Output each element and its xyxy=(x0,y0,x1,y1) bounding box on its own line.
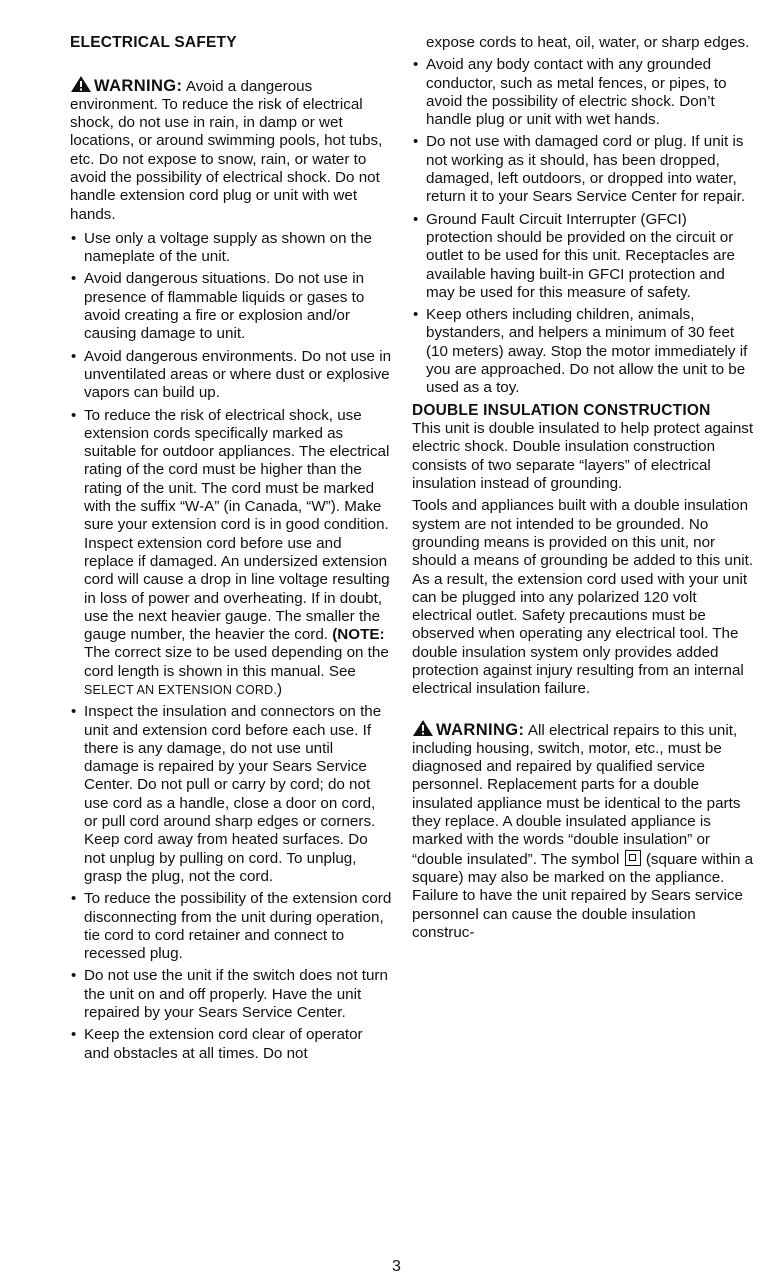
list-item: • Do not use with damaged cord or plug. If unit is not working as it should, has been dropped, damaged, left outdoors, or dropped into water, return it to your Sears Service Center for repair. xyxy=(412,133,754,206)
list-item: • Avoid any body contact with any grounded conductor, such as metal fences, or pipes, to avoid the possibility of electric shock. Don’t handle plug or unit with wet hands. xyxy=(412,56,754,129)
paragraph: Tools and appliances built with a double insulation system are not intended to be grounded. No grounding means is provided on this unit, nor should a means of grounding be added to this unit. As a result, the extension cord used with your unit can be plugged into any polarized 120 volt electrical outlet. Safety precautions must be observed when operating any electrical tool. The double insulation system only provides added protection against injury resulting from an internal electrical insulation failure. xyxy=(412,497,754,698)
safety-list xyxy=(70,230,392,1063)
warning-text-continued: (square within a square) may also be marked on the appliance. Failure to have the unit repaired by Sears service personnel can cause the double insulation construc- xyxy=(412,850,754,941)
warning-text: Avoid a dangerous environment. To reduce the risk of electrical shock, do not use in rain, in damp or wet locations, or around swimming pools, hot tubs, etc. Do not expose to snow, rain, or water to avoid the possibility of electrical shock. Do not handle extension cord plug or unit with wet hands. xyxy=(70,77,383,223)
list-item: • Avoid dangerous situations. Do not use in presence of flammable liquids or gases to avoid creating a fire or explosion and/or causing damage to unit. xyxy=(70,270,392,343)
warning-triangle-icon xyxy=(412,719,434,737)
list-item: • Avoid dangerous environments. Do not use in unventilated areas or where dust or explosive vapors can build up. xyxy=(70,348,392,403)
note-text: The correct size to be used depending on the cord length is shown in this manual. See xyxy=(84,644,389,680)
warning-text: All electrical repairs to this unit, including housing, switch, motor, etc., must be diagnosed and repaired by qualified service personnel. Replacement parts for a double insulated appliance must be identical to the parts they replace. A double insulated appliance is marked with the words “double insulation” or “double insulated”. The symbol xyxy=(412,721,741,868)
left-column xyxy=(70,34,392,1067)
note-close: ) xyxy=(277,681,283,698)
section-title-double-insulation: DOUBLE INSULATION CONSTRUCTION xyxy=(412,401,711,419)
warning-block xyxy=(412,719,754,943)
double-square-icon xyxy=(625,850,641,866)
list-item: • Inspect the insulation and connectors on the unit and extension cord before each use. If there is any damage, do not use until damage is repaired by your Sears Service Center. Do not pull or carry by cord; do not use cord as a handle, close a door on cord, or pull cord around sharp edges or corners. Keep cord away from heated surfaces. Do not unplug by pulling on cord. To unplug, grasp the plug, not the cord. xyxy=(70,703,392,886)
page-number: 3 xyxy=(392,1258,401,1275)
warning-triangle-icon xyxy=(70,75,92,93)
note-label: (NOTE: xyxy=(332,626,385,644)
warning-label: WARNING: xyxy=(436,720,525,739)
safety-list-continued xyxy=(412,56,754,397)
paragraph: This unit is double insulated to help protect against electric shock. Double insulation construction consists of two separate “layers” of electrical insulation instead of grounding. xyxy=(412,420,754,493)
extension-cord-text: To reduce the risk of electrical shock, use extension cords specifically marked as suitable for outdoor appliances. The electrical rating of the cord must be higher than the rating of the unit. The cord must be marked with the suffix “W-A” (in Canada, “W”). Make sure your extension cord is in good condition. Inspect extension cord before use and replace if damaged. An undersized extension cord will cause a drop in line voltage resulting in loss of power and overheating. If in doubt, use the next heavier gauge. The smaller the gauge number, the heavier the cord. xyxy=(84,406,390,644)
list-item: • Keep the extension cord clear of operator and obstacles at all times. Do not xyxy=(70,1026,392,1063)
note-reference: SELECT AN EXTENSION CORD. xyxy=(84,683,278,697)
list-item: • Do not use the unit if the switch does not turn the unit on and off properly. Have the unit repaired by your Sears Service Center. xyxy=(70,967,392,1022)
right-column xyxy=(412,34,754,948)
list-item: • To reduce the possibility of the extension cord disconnecting from the unit during operation, tie cord to cord retainer and connect to recessed plug. xyxy=(70,890,392,963)
continuation-text: expose cords to heat, oil, water, or sharp edges. xyxy=(426,34,750,51)
list-item-extension-cord xyxy=(70,407,392,700)
warning-block xyxy=(70,75,392,224)
list-item: • Use only a voltage supply as shown on the nameplate of the unit. xyxy=(70,230,392,267)
section-title-electrical-safety: ELECTRICAL SAFETY xyxy=(70,34,237,51)
list-item: • Keep others including children, animals, bystanders, and helpers a minimum of 30 feet (10 meters) away. Stop the motor immediately if you are approached. Do not allow the unit to be used as a toy. xyxy=(412,306,754,397)
list-item: • Ground Fault Circuit Interrupter (GFCI) protection should be provided on the circuit or outlet to be used for this unit. Receptacles are available having built-in GFCI protection and may be used for this measure of safety. xyxy=(412,211,754,302)
warning-label: WARNING: xyxy=(94,76,183,95)
